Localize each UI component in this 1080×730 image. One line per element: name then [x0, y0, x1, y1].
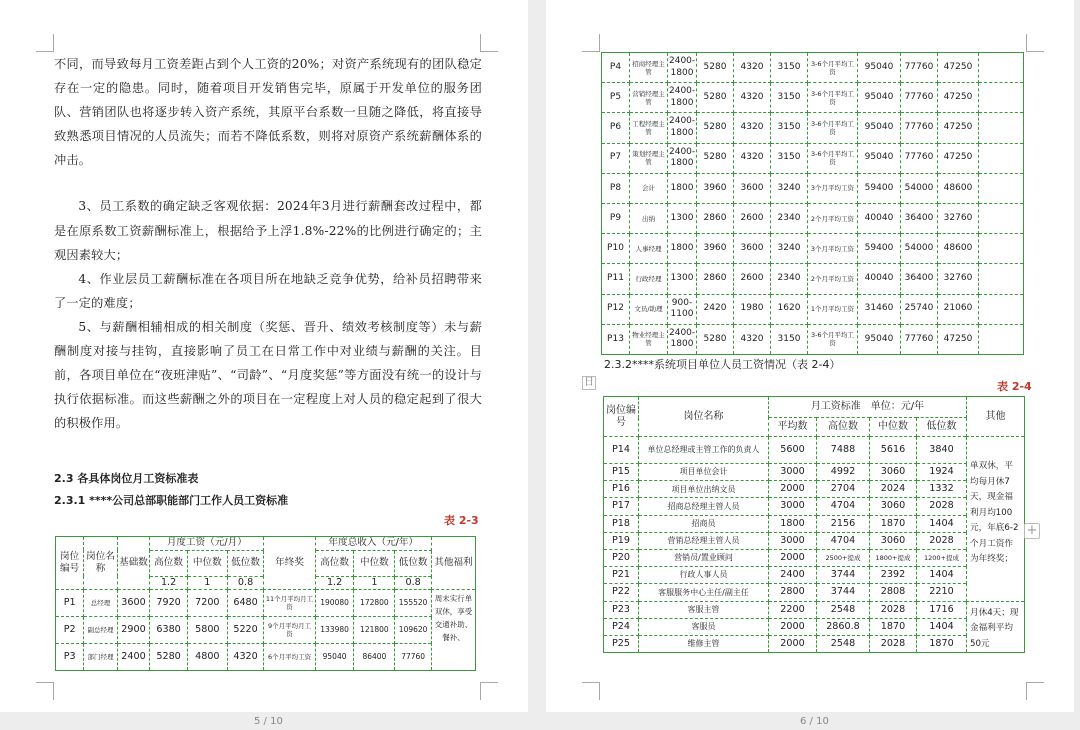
cell-bonus: 6个月平均工资: [264, 644, 315, 671]
cell-mid: 5616: [870, 437, 917, 464]
cell-base: 2400-1800: [668, 324, 697, 354]
cell-id: P25: [604, 635, 639, 652]
cell-base: 2400-1800: [668, 53, 697, 83]
factor-cell: 1.2: [150, 576, 188, 590]
cell-avg: 2400: [769, 567, 817, 584]
heading-2-3: 2.3 各具体岗位月工资标准表: [54, 472, 199, 485]
cell-name: 工程经理主管: [630, 113, 668, 143]
cell-high: 2156: [817, 515, 870, 532]
cell-high: 2704: [817, 481, 870, 498]
cell-mid: 1870: [870, 515, 917, 532]
cell-low: 1404: [917, 618, 967, 635]
cell-mid: 2028: [870, 601, 917, 618]
cell-mid: 3060: [870, 532, 917, 549]
cell-low: 1716: [917, 601, 967, 618]
heading-2-3-1: 2.3.1 ****公司总部职能部门工作人员工资标准: [54, 494, 289, 507]
table-row: [602, 113, 1024, 143]
cell-mid: 1980: [734, 294, 771, 324]
cell-low: 1924: [917, 464, 967, 481]
cell-annual-mid: 36400: [901, 203, 938, 233]
cell-mid: 2024: [870, 481, 917, 498]
cell-mid: 1800+提成: [870, 549, 917, 566]
cell-low: 2028: [917, 498, 967, 515]
table-row: [602, 203, 1024, 233]
col-header: 基础数: [117, 537, 149, 590]
margin-corner-mark: [1026, 682, 1044, 700]
table-row: [602, 264, 1024, 294]
cell-mid: 2600: [734, 203, 771, 233]
factor-cell: 1.2: [315, 576, 354, 590]
cell-name: 招商经理主管: [630, 53, 668, 83]
table-row: [602, 83, 1024, 113]
cell-bonus: 3个月平均工资: [808, 234, 858, 264]
cell-name: 客服服务中心主任/副主任: [639, 584, 769, 601]
cell-annual-high: 95040: [858, 83, 901, 113]
cell-low: 3240: [771, 173, 808, 203]
cell-annual-high: 95040: [858, 324, 901, 354]
cell-annual-mid: 77760: [901, 83, 938, 113]
cell-mid: 1870: [870, 618, 917, 635]
cell-id: P18: [604, 515, 639, 532]
col-header: 其他: [967, 397, 1025, 437]
cell-base: 2400: [117, 644, 149, 671]
cell-annual-high: 31460: [858, 294, 901, 324]
col-group-header: 月工资标准 单位：元/年: [769, 397, 967, 418]
cell-annual-high: 95040: [858, 143, 901, 173]
cell-avg: 2000: [769, 481, 817, 498]
table-row: [602, 173, 1024, 203]
cell-low: 1870: [917, 635, 967, 652]
cell-annual-mid: 121800: [354, 617, 395, 644]
col-header: 平均数: [769, 418, 817, 437]
cell-low: 3150: [771, 113, 808, 143]
cell-high: 3744: [817, 584, 870, 601]
cell-avg: 3000: [769, 532, 817, 549]
cell-avg: 3000: [769, 498, 817, 515]
cell-id: P20: [604, 549, 639, 566]
cell-high: 5280: [697, 113, 734, 143]
col-header: 岗位编号: [56, 537, 84, 590]
section-title-2-3-2: 2.3.2****系统项目单位人员工资情况（表 2-4）: [604, 358, 841, 371]
cell-name: 物业经理主管: [630, 324, 668, 354]
collapse-toggle[interactable]: 日: [584, 377, 594, 388]
document-page-right: [546, 0, 1074, 712]
table-row: [604, 532, 1025, 549]
table-row: [604, 481, 1025, 498]
salary-table-2-3-continued: [601, 52, 1024, 355]
table-row: [602, 143, 1024, 173]
cell-mid: 3600: [734, 234, 771, 264]
cell-low: 1620: [771, 294, 808, 324]
cell-low: 5220: [227, 617, 264, 644]
cell-bonus: 11个月平均月工资: [264, 590, 315, 617]
cell-high: 3744: [817, 567, 870, 584]
cell-low: 3150: [771, 324, 808, 354]
cell-annual-high: 133980: [315, 617, 354, 644]
cell-mid: 3060: [870, 498, 917, 515]
cell-bonus: 9个月平均月工资: [264, 617, 315, 644]
col-group-header: 月度工资（元/月）: [150, 537, 264, 551]
cell-id: P2: [56, 617, 84, 644]
cell-avg: 2200: [769, 601, 817, 618]
cell-avg: 5600: [769, 437, 817, 464]
cell-bonus: 2个月平均工资: [808, 203, 858, 233]
cell-welfare: [979, 324, 1024, 354]
document-page-left: [0, 0, 528, 712]
cell-annual-low: 155520: [395, 590, 432, 617]
cell-annual-mid: 25740: [901, 294, 938, 324]
cell-welfare: [979, 83, 1024, 113]
cell-id: P13: [602, 324, 630, 354]
table-row: [604, 635, 1025, 652]
cell-id: P4: [602, 53, 630, 83]
add-button[interactable]: +: [1024, 523, 1040, 539]
cell-avg: 2800: [769, 584, 817, 601]
col-header: 中位数: [870, 418, 917, 437]
cell-high: 5280: [697, 324, 734, 354]
table-row: [604, 464, 1025, 481]
cell-name: 出纳: [630, 203, 668, 233]
cell-name: 副总经理: [84, 617, 118, 644]
cell-base: 2400-1800: [668, 83, 697, 113]
col-group-header: 年度总收入（元/年）: [315, 537, 431, 551]
cell-mid: 4800: [187, 644, 227, 671]
cell-base: 1300: [668, 203, 697, 233]
cell-welfare: [979, 143, 1024, 173]
cell-name: 行政人事人员: [639, 567, 769, 584]
page-number-left: 5 / 10: [254, 716, 283, 727]
cell-avg: 2000: [769, 618, 817, 635]
cell-high: 6380: [150, 617, 188, 644]
salary-table-2-4: [603, 396, 1025, 653]
cell-annual-low: 32760: [938, 203, 979, 233]
cell-annual-high: 59400: [858, 173, 901, 203]
paragraph: 3、员工系数的确定缺乏客观依据：2024年3月进行薪酬套改过程中，都是在原系数工资薪酬标准上，根据给予上浮1.8%-22%的比例进行确定的；主观因素较大；: [54, 199, 482, 262]
cell-annual-mid: 54000: [901, 173, 938, 203]
cell-low: 4320: [227, 644, 264, 671]
cell-name: 客服主管: [639, 601, 769, 618]
cell-welfare: [979, 294, 1024, 324]
cell-high: 2548: [817, 601, 870, 618]
cell-base: 2900: [117, 617, 149, 644]
cell-annual-high: 95040: [315, 644, 354, 671]
cell-annual-low: 77760: [395, 644, 432, 671]
cell-mid: 2028: [870, 635, 917, 652]
col-header: 低位数: [227, 550, 264, 576]
cell-name: 项目单位出纳文员: [639, 481, 769, 498]
cell-welfare: [979, 234, 1024, 264]
cell-low: 3840: [917, 437, 967, 464]
cell-base: 3600: [117, 590, 149, 617]
margin-corner-mark: [36, 682, 54, 700]
cell-name: 人事经理: [630, 234, 668, 264]
cell-low: 3150: [771, 143, 808, 173]
cell-high: 2860.8: [817, 618, 870, 635]
cell-high: 2548: [817, 635, 870, 652]
cell-base: 2400-1800: [668, 113, 697, 143]
cell-welfare: [979, 113, 1024, 143]
cell-annual-low: 47250: [938, 143, 979, 173]
cell-bonus: 2个月平均工资: [808, 264, 858, 294]
cell-high: 2860: [697, 264, 734, 294]
cell-high: 3960: [697, 234, 734, 264]
cell-id: P10: [602, 234, 630, 264]
cell-annual-low: 48600: [938, 173, 979, 203]
cell-high: 5280: [150, 644, 188, 671]
cell-bonus: 3-6个月平均工资: [808, 324, 858, 354]
cell-mid: 4320: [734, 324, 771, 354]
body-text: [54, 52, 482, 435]
cell-bonus: 3个月平均工资: [808, 173, 858, 203]
col-header: 中位数: [187, 550, 227, 576]
cell-avg: 2000: [769, 635, 817, 652]
cell-annual-low: 47250: [938, 83, 979, 113]
cell-name: 文员/助理: [630, 294, 668, 324]
cell-mid: 2600: [734, 264, 771, 294]
cell-base: 2400-1800: [668, 143, 697, 173]
cell-high: 4704: [817, 532, 870, 549]
cell-mid: 3060: [870, 464, 917, 481]
cell-avg: 2000: [769, 549, 817, 566]
cell-base: 1800: [668, 173, 697, 203]
cell-id: P23: [604, 601, 639, 618]
margin-corner-mark: [480, 34, 498, 52]
cell-annual-high: 40040: [858, 264, 901, 294]
table-label-2-3: 表 2-3: [444, 514, 479, 527]
table-row: [602, 324, 1024, 354]
cell-name: 会计: [630, 173, 668, 203]
cell-low: 2340: [771, 264, 808, 294]
cell-low: 2028: [917, 532, 967, 549]
factor-cell: 1: [354, 576, 395, 590]
cell-annual-mid: 36400: [901, 264, 938, 294]
cell-id: P6: [602, 113, 630, 143]
cell-name: 部门经理: [84, 644, 118, 671]
cell-annual-mid: 54000: [901, 234, 938, 264]
cell-name: 项目单位会计: [639, 464, 769, 481]
cell-id: P22: [604, 584, 639, 601]
table-row: [56, 617, 476, 644]
table-row: [56, 590, 476, 617]
cell-id: P15: [604, 464, 639, 481]
cell-annual-high: 95040: [858, 113, 901, 143]
cell-annual-low: 47250: [938, 324, 979, 354]
cell-mid: 4320: [734, 113, 771, 143]
table-row: [604, 567, 1025, 584]
cell-id: P11: [602, 264, 630, 294]
cell-low: 2210: [917, 584, 967, 601]
page-number-right: 6 / 10: [800, 716, 829, 727]
col-header: 年终奖: [264, 537, 315, 590]
cell-high: 5280: [697, 83, 734, 113]
cell-annual-low: 48600: [938, 234, 979, 264]
cell-annual-high: 59400: [858, 234, 901, 264]
cell-low: 3150: [771, 83, 808, 113]
cell-name: 招商总经理主管人员: [639, 498, 769, 515]
cell-id: P16: [604, 481, 639, 498]
cell-id: P21: [604, 567, 639, 584]
salary-table-2-3: [55, 536, 476, 671]
cell-bonus: 3-6个月平均工资: [808, 143, 858, 173]
cell-low: 3150: [771, 53, 808, 83]
cell-id: P3: [56, 644, 84, 671]
cell-bonus: 3-6个月平均工资: [808, 113, 858, 143]
cell-high: 5280: [697, 143, 734, 173]
cell-bonus: 1个月平均工资: [808, 294, 858, 324]
cell-annual-low: 21060: [938, 294, 979, 324]
cell-name: 营销员/置业顾问: [639, 549, 769, 566]
cell-id: P17: [604, 498, 639, 515]
cell-name: 招商员: [639, 515, 769, 532]
cell-annual-high: 40040: [858, 203, 901, 233]
cell-avg: 1800: [769, 515, 817, 532]
table-row: [602, 53, 1024, 83]
cell-bonus: 3-6个月平均工资: [808, 53, 858, 83]
cell-high: 4704: [817, 498, 870, 515]
cell-welfare: [979, 264, 1024, 294]
cell-id: P24: [604, 618, 639, 635]
cell-low: 1404: [917, 515, 967, 532]
cell-low: 1404: [917, 567, 967, 584]
cell-id: P5: [602, 83, 630, 113]
cell-id: P9: [602, 203, 630, 233]
cell-id: P1: [56, 590, 84, 617]
cell-welfare: 周末实行单双休，享受交通补助、餐补、: [431, 590, 475, 671]
cell-annual-high: 95040: [858, 53, 901, 83]
cell-id: P12: [602, 294, 630, 324]
cell-annual-mid: 77760: [901, 143, 938, 173]
table-row: [604, 498, 1025, 515]
cell-low: 3240: [771, 234, 808, 264]
cell-id: P19: [604, 532, 639, 549]
cell-high: 2860: [697, 203, 734, 233]
factor-cell: 1: [187, 576, 227, 590]
table-row: [604, 437, 1025, 464]
cell-annual-mid: 77760: [901, 324, 938, 354]
cell-name: 单位总经理或主管工作的负责人: [639, 437, 769, 464]
cell-mid: 5800: [187, 617, 227, 644]
cell-annual-mid: 77760: [901, 53, 938, 83]
cell-other: 单双休，平均每月休7天，现金福利月均100元，年底6-2个月工资作为年终奖；: [967, 437, 1025, 602]
cell-high: 4992: [817, 464, 870, 481]
table-row: [604, 584, 1025, 601]
cell-mid: 4320: [734, 53, 771, 83]
cell-name: 营销总经理主管人员: [639, 532, 769, 549]
cell-annual-mid: 77760: [901, 113, 938, 143]
cell-id: P7: [602, 143, 630, 173]
paragraph: 不同，而导致每月工资差距占到个人工资的20%；对资产系统现有的团队稳定存在一定的隐患。同时，随着项目开发销售完毕，原属于开发单位的服务团队、营销团队也将逐步转入资产系统，其原平台系数一旦随之降低，将直接导致熟悉项目情况的人员流失；而若不降低系数，则将对原资产系统薪酬体系的冲击。: [54, 57, 482, 168]
cell-bonus: 3-6个月平均工资: [808, 83, 858, 113]
col-header: 中位数: [354, 550, 395, 576]
margin-corner-mark: [36, 34, 54, 52]
cell-base: 900-1100: [668, 294, 697, 324]
paragraph: 5、与薪酬相辅相成的相关制度（奖惩、晋升、绩效考核制度等）未与薪酬制度对接与挂钩，直接影响了员工在日常工作中对业绩与薪酬的关注。目前，各项目单位在“夜班津贴”、“司龄”、“月度奖惩”等方面没有统一的设计与执行依据标准。而这些薪酬之外的项目在一定程度上对人员的稳定起到了很大的积极作用。: [54, 319, 482, 431]
col-header: 高位数: [150, 550, 188, 576]
cell-id: P8: [602, 173, 630, 203]
cell-welfare: [979, 173, 1024, 203]
col-header: 低位数: [395, 550, 432, 576]
col-header: 岗位名称: [639, 397, 769, 437]
cell-high: 2500+提成: [817, 549, 870, 566]
table-row: [604, 601, 1025, 618]
cell-id: P14: [604, 437, 639, 464]
cell-mid: 4320: [734, 143, 771, 173]
cell-high: 7920: [150, 590, 188, 617]
cell-name: 总经理: [84, 590, 118, 617]
factor-cell: 0.8: [227, 576, 264, 590]
col-header: 岗位名称: [84, 537, 118, 590]
cell-annual-low: 47250: [938, 113, 979, 143]
cell-annual-low: 32760: [938, 264, 979, 294]
cell-annual-low: 47250: [938, 53, 979, 83]
cell-low: 2340: [771, 203, 808, 233]
cell-annual-mid: 86400: [354, 644, 395, 671]
cell-mid: 3600: [734, 173, 771, 203]
col-header: 高位数: [315, 550, 354, 576]
col-header: 其他福利: [431, 537, 475, 590]
cell-name: 客服员: [639, 618, 769, 635]
cell-avg: 3000: [769, 464, 817, 481]
factor-cell: 0.8: [395, 576, 432, 590]
cell-annual-mid: 172800: [354, 590, 395, 617]
cell-name: 维修主管: [639, 635, 769, 652]
margin-corner-mark: [1026, 34, 1044, 52]
cell-low: 1332: [917, 481, 967, 498]
col-header: 高位数: [817, 418, 870, 437]
table-row: [602, 294, 1024, 324]
margin-corner-mark: [480, 682, 498, 700]
cell-high: 7488: [817, 437, 870, 464]
cell-annual-low: 109620: [395, 617, 432, 644]
table-row: [56, 644, 476, 671]
cell-base: 1800: [668, 234, 697, 264]
table-row: [604, 515, 1025, 532]
table-row: [604, 618, 1025, 635]
cell-low: 6480: [227, 590, 264, 617]
cell-high: 3960: [697, 173, 734, 203]
table-row: [602, 234, 1024, 264]
cell-high: 5280: [697, 53, 734, 83]
col-header: 岗位编号: [604, 397, 639, 437]
cell-base: 1300: [668, 264, 697, 294]
cell-mid: 2392: [870, 567, 917, 584]
margin-corner-mark: [582, 682, 600, 700]
cell-name: 行政经理: [630, 264, 668, 294]
cell-other: 月休4天；现金福利平均50元: [967, 601, 1025, 653]
margin-corner-mark: [582, 34, 600, 52]
table-row: [604, 549, 1025, 566]
cell-mid: 4320: [734, 83, 771, 113]
cell-name: 策划经理主管: [630, 143, 668, 173]
cell-annual-high: 190080: [315, 590, 354, 617]
cell-high: 2420: [697, 294, 734, 324]
cell-name: 营销经理主管: [630, 83, 668, 113]
cell-mid: 7200: [187, 590, 227, 617]
cell-low: 1200+提成: [917, 549, 967, 566]
col-header: 低位数: [917, 418, 967, 437]
paragraph: 4、作业层员工薪酬标准在各项目所在地缺乏竞争优势，给补员招聘带来了一定的难度；: [54, 271, 482, 310]
cell-welfare: [979, 53, 1024, 83]
table-label-2-4: 表 2-4: [997, 380, 1032, 393]
cell-mid: 2808: [870, 584, 917, 601]
cell-welfare: [979, 203, 1024, 233]
